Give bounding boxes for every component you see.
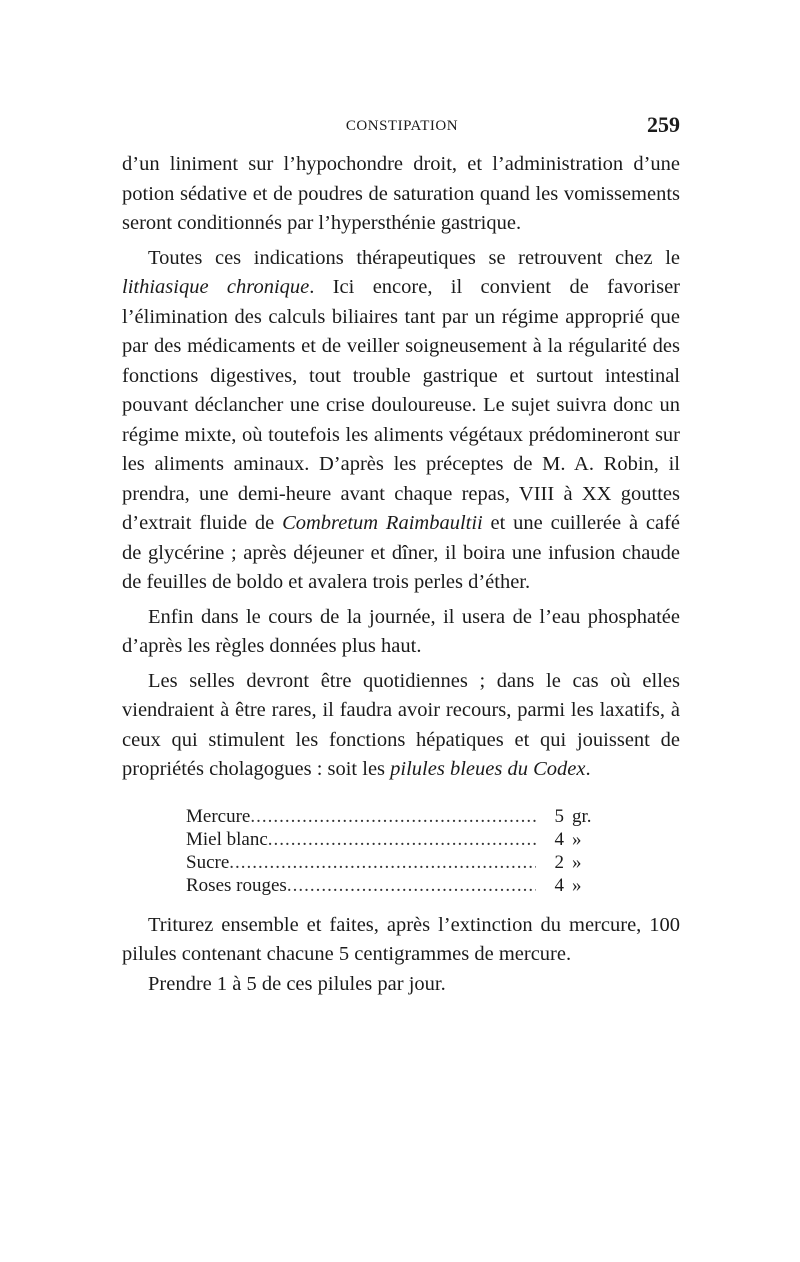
ingredient-name: Mercure — [186, 805, 251, 827]
italic-term-pilules: pilules bleues du Codex — [390, 758, 586, 780]
recipe-row — [186, 805, 616, 828]
paragraph-2-text-b: . Ici encore, il convient de favoriser l’élimination des calculs biliaires tant par un régime approprié que par des médicaments et de veiller soigneusement à la régularité des fonctions digestives, tout trouble gastrique et surtout intestinal pouvant déclancher une crise douloureuse. Le sujet suivra donc un régime mixte, où toutefois les aliments végétaux prédomineront sur les aliments aminaux. D’après les préceptes de M. A. Robin, il prendra, une demi-heure avant chaque repas, VIII à XX gouttes d’extrait fluide de — [122, 276, 680, 534]
paragraph-4-text-b: . — [585, 758, 591, 780]
dot-leader — [287, 874, 536, 897]
paragraph-3 — [122, 603, 680, 662]
page-header — [122, 112, 682, 142]
italic-term-combretum: Combretum Raimbaultii — [282, 512, 483, 534]
paragraph-1 — [122, 150, 680, 239]
ingredient-unit: gr. — [572, 805, 592, 827]
ingredient-quantity: 5 — [554, 805, 564, 827]
ingredient-unit: » — [572, 828, 582, 850]
paragraph-1-text: d’un liniment sur l’hypochondre droit, et l’administration d’une potion sédative et de poudres de saturation quand les vomissements seront conditionnés par l’hypersthénie gastrique. — [122, 153, 680, 234]
paragraph-3-text: Enfin dans le cours de la journée, il usera de l’eau phosphatée d’après les règles données plus haut. — [122, 605, 680, 657]
italic-term-lithiasique: lithiasique chronique — [122, 276, 310, 298]
recipe-row — [186, 851, 616, 874]
dot-leader — [268, 828, 536, 851]
recipe-row — [186, 828, 616, 851]
ingredient-quantity: 2 — [554, 851, 564, 873]
dot-leader — [229, 851, 536, 874]
recipe-list — [186, 805, 680, 897]
ingredient-unit: » — [572, 874, 582, 896]
ingredient-unit: » — [572, 851, 582, 873]
paragraph-4-text-a: Les selles devront être quotidiennes ; dans le cas où elles viendraient à être rares, il faudra avoir recours, parmi les laxatifs, à ceux qui stimulent les fonctions hépatiques et qui jouissent de propriétés cholagogues : soit les — [122, 669, 680, 780]
ingredient-name: Roses rouges — [186, 874, 287, 896]
dot-leader — [250, 805, 536, 828]
page-number: 259 — [647, 112, 680, 137]
paragraph-2-text-c: et une cuillerée à café de glycérine ; après déjeuner et dîner, il boira une infusion chaude de feuilles de boldo et avalera trois perles d’éther. — [122, 512, 680, 593]
ingredient-quantity: 4 — [554, 828, 564, 850]
paragraph-5 — [122, 911, 680, 970]
paragraph-5-text: Triturez ensemble et faites, après l’extinction du mercure, 100 pilules contenant chacune 5 centigrammes de mercure. — [122, 913, 680, 965]
paragraph-6-text: Prendre 1 à 5 de ces pilules par jour. — [148, 972, 446, 995]
recipe-row — [186, 874, 616, 897]
paragraph-4 — [122, 667, 680, 785]
paragraph-2 — [122, 244, 680, 598]
page-body — [122, 150, 680, 999]
paragraph-6 — [122, 970, 680, 1000]
ingredient-name: Sucre — [186, 851, 230, 873]
ingredient-name: Miel blanc — [186, 828, 268, 850]
paragraph-2-text-a: Toutes ces indications thérapeutiques se retrouvent chez le — [148, 246, 680, 269]
ingredient-quantity: 4 — [554, 874, 564, 896]
running-title: CONSTIPATION — [345, 118, 459, 134]
